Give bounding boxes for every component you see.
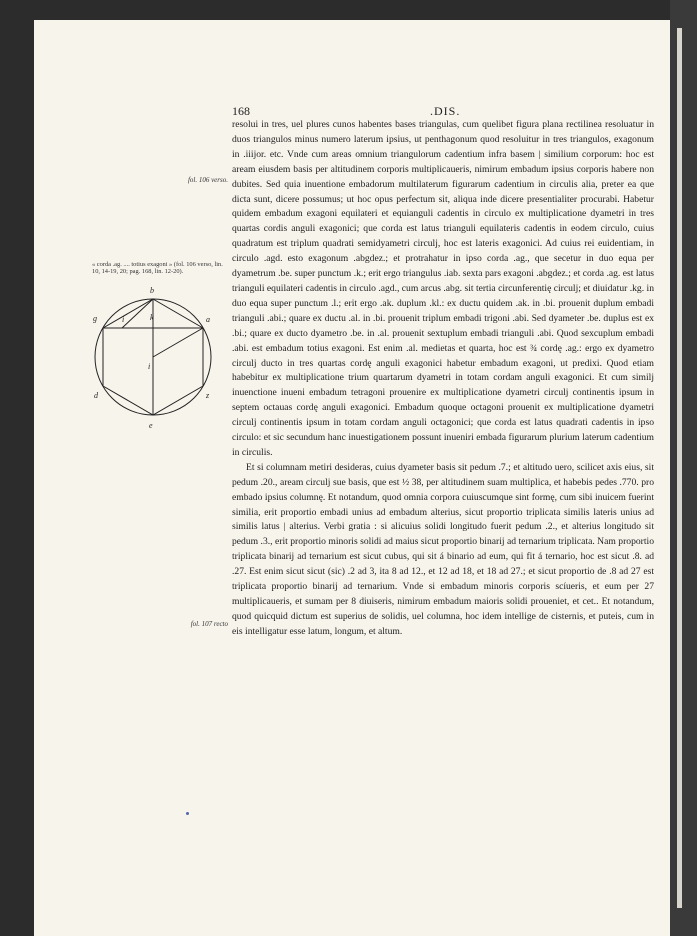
figure-label-b: b [150, 286, 154, 295]
figure-label-z: z [206, 391, 210, 400]
ink-mark [186, 812, 189, 815]
running-title: .DIS. [430, 104, 461, 118]
figure-label-d: d [94, 391, 98, 400]
figure-label-g: g [93, 314, 97, 323]
line-ia [153, 328, 203, 357]
margin-note-reference: « corda .ag. .... totius exagoni » (fol. 106 verso, lin. 10, 14-19, 20; pag. 168, lin. 12-20). [92, 261, 223, 276]
page-edge [677, 28, 682, 908]
hexagon-circle-figure [92, 283, 222, 433]
figure-label-i: i [148, 362, 151, 371]
line-bk-left [122, 299, 153, 328]
paragraph: Et si columnam metiri desideras, cuius dyameter basis sit pedum .7.; et altitudo uero, scilicet axis eius, sit pedum .20., aream circulj sue basis, que est ½ 38, per altitudinem suam multiplica, et habebis pedes .770. pro embado ipsius columnę. Et notandum, quod omnia corpora cuiuscumque sint formę, cum sibi inuicem fuerint similia, erit proportio embadi unius ad embadum alterius, sicut proportio triplicata similis lateris unius ad similis latus | alterius. Verbi gratia : si alicuius solidi longitudo fuerit pedum .2., et alterius longitudo sit pedum .3., erit proportio minoris solidi ad maius sicut proportio binarij ad ternarium triplicata. Nam proportio triplicata binarij ad ternarium est sicut cubus, qui sit á binario ad eum, qui fit á ternario, hoc est sicut .8. ad .27. Est enim sicut sicut (sic) .2 ad 3, ita 8 ad 12., et 12 ad 18, et 18 ad 27.; et sicut proportio de .8 ad 27 est triplicata proportio binarij ad ternarium. Vnde si embadum minoris corporis scíueris, et eum per 27 multiplicaueris, et sumam per 8 diuiseris, nimirum embadum maioris solidi proueniet, et cet.. Et notandum, quod quicquid dictum est superius de solidis, uel columna, hoc idem intellige de cisternis, et puteis, cum in eis intelligatur esse latum, longum, et altum. [232, 461, 654, 637]
figure-label-k: k [150, 313, 154, 322]
body-text [232, 118, 654, 640]
paragraph: resolui in tres, uel plures cunos habentes bases triangulas, cum quelibet figura plana rectilinea resoluatur in duos triangulos minus numero laterum ipsius, ut penthagonum quod resoluitur in tres triangulos, exagonum in .iiijor. etc. Vnde cum areas omnium triangulorum cadentium infra basem | similium corporum: hoc est aream eiusdem basis per altitudinem corporis multiplicaueris, nimirum embadum ipsius corporis habere non dubites. Sed quia inuentione embadorum multilaterum figurarum cadentium in circulis alia, preter ea que dicta sunt, dicere possumus; ut hoc opus perfectum sit, aliqua inde dicere presentialiter procurabi. Habetur quidem embadum exagoni equilateri et equianguli cadentis in circulo ex multiplicatione dyametri in tres quartas cordis anguli exagonici; que corda est latus trianguli equilateris cadentis in eodem circulo, cuius quadratum est triplum quadrati semidyametri circulj, hoc est lateris exagonici. Ad cuius rei euidentiam, in circulo .agd. esto exagonum .abgdez.; et protrahatur in ipso corda .ag., que secetur in duo equa per dyametrum .be. super punctum .k.; erit ergo triangulus .iab. sexta pars exagoni .abgdez.; et corda .ag. est latus trianguli equilateri cadentis in circulo .agd., cum arcus .abg. sit tertia circunferentię circulj; et diuidatur .kg. in duo equa super punctum .l.; erit ergo .ak. duplum .kl.: ex ductu quidem .ak. in .bi. prouenit duplum embadi trianguli .abi.; quare ex ductu .al. in .bi. prouenit triplum embadi trigoni .abi. Sed dyameter .be. duplus est ex .bi.; quare ex ducto dyametro .be. in .al. prouenit sextuplum embadi trianguli .abi. Quod sexcuplum embadi .abi. est embadum totius exagoni. Est enim .al. medietas et quarta, hoc est ¾ cordę .ag.: ergo ex dyametro circulj ducto in tres quartas cordę anguli exagonici habetur embadum exagoni, ut predixi. Quod etiam habebitur ex multiplicatione trium quartarum dyametri in totam cordam anguli exagonici. Et cum similj inuenctione inueni embadum tetragoni prouenire ex multiplicatione dyametri circulj continentis ipsum in septem octauas cordę anguli exagonici. Embadum quoque octagoni prouenit ex multiplicatione dyametri circulj continentis ipsum in totam cordam anguli octagonici; que corda est latus quadrati cadentis in ipso circulo: et sic secundum hanc inuestigationem possunt inueniri embada figurarum plurium laterum cadentium in circulis. [232, 119, 654, 458]
margin-note-fol-106: fol. 106 verso. [187, 176, 228, 184]
page-number: 168 [232, 104, 250, 118]
figure-label-e: e [149, 421, 153, 430]
book-spine [670, 0, 697, 936]
figure-label-a: a [206, 315, 210, 324]
margin-note-fol-107: fol. 107 recto [190, 620, 228, 628]
figure-label-i-upper: i [122, 315, 125, 324]
